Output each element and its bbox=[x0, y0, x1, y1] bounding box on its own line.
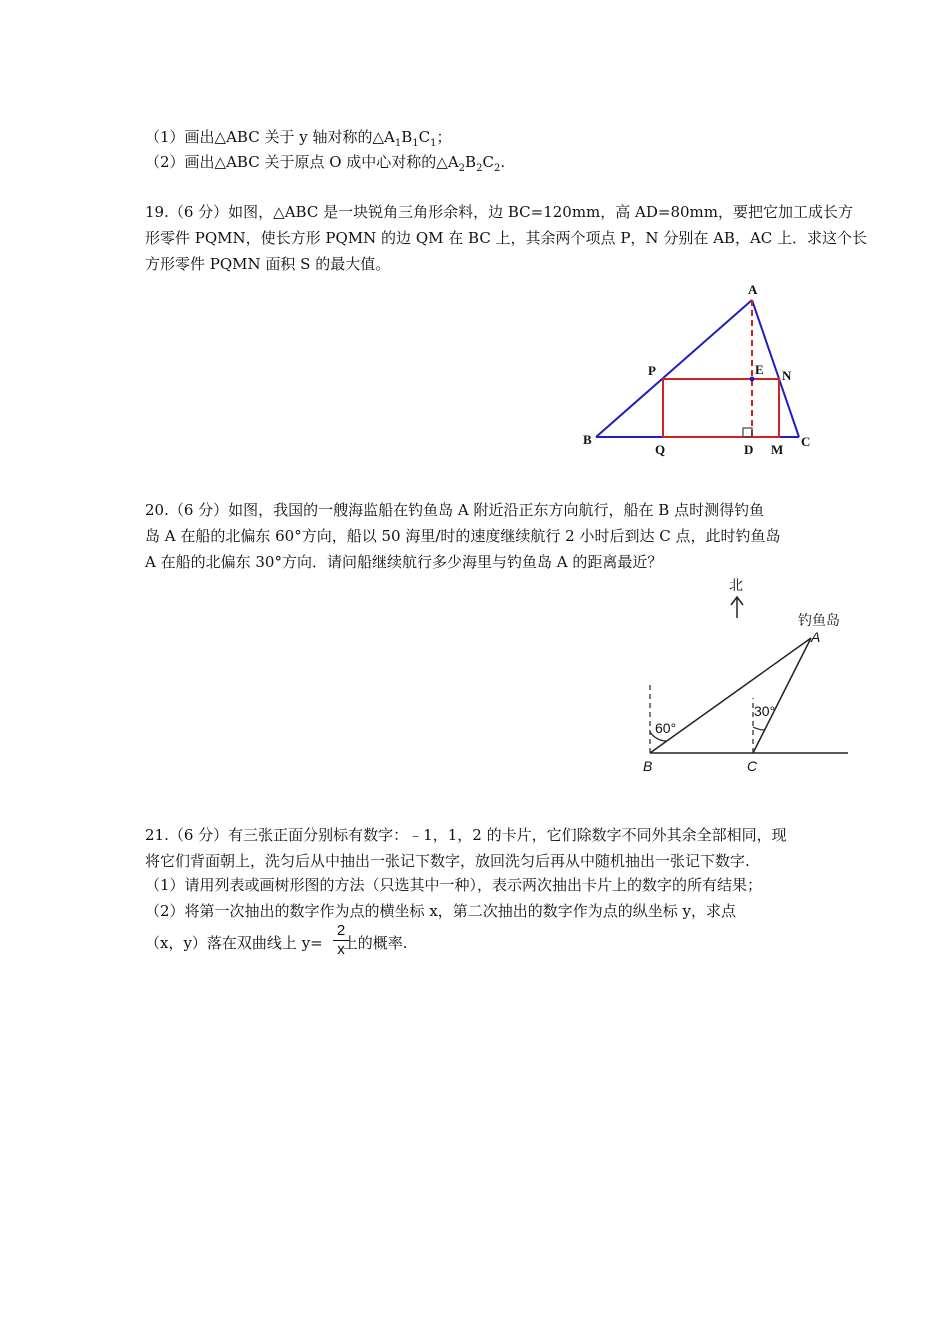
q18-part2-text: （2）画出△ABC 关于原点 O 成中心对称的△A bbox=[145, 153, 459, 171]
label-m: M bbox=[771, 442, 784, 457]
label-p: P bbox=[648, 363, 656, 378]
q18-part2-b: B bbox=[465, 153, 477, 171]
right-angle-mark bbox=[743, 428, 752, 437]
q20-line2: 岛 A 在船的北偏东 60°方向，船以 50 海里/时的速度继续航行 2 小时后到达 C 点，此时钓鱼岛 bbox=[145, 527, 781, 545]
label-a: A bbox=[748, 282, 758, 297]
q18-part1-text: （1）画出△ABC 关于 y 轴对称的△A bbox=[145, 128, 395, 146]
angle-c-label: 30° bbox=[754, 703, 776, 719]
subscript: 1 bbox=[430, 138, 437, 149]
label-e: E bbox=[755, 362, 764, 377]
q18-part1-c: C bbox=[418, 128, 431, 146]
subscript: 1 bbox=[412, 138, 419, 149]
q21-line2: 将它们背面朝上，洗匀后从中抽出一张记下数字，放回洗匀后再从中随机抽出一张记下数字. bbox=[145, 852, 750, 870]
rectangle-pqmn bbox=[663, 379, 779, 437]
q21-line3: （1）请用列表或画树形图的方法（只选其中一种），表示两次抽出卡片上的数字的所有结果； bbox=[145, 876, 763, 894]
label-d: D bbox=[744, 442, 754, 457]
side-ab bbox=[596, 300, 752, 437]
q18-part2-end: . bbox=[500, 153, 506, 171]
label-q: Q bbox=[655, 442, 666, 457]
point-b-label: B bbox=[643, 758, 653, 774]
q18-part1-end: ； bbox=[436, 128, 452, 146]
q18-part2-c: C bbox=[482, 153, 494, 171]
line-ca bbox=[753, 638, 811, 753]
fraction-denominator: x bbox=[337, 941, 345, 958]
q20-line3: A 在船的北偏东 30°方向．请问船继续航行多少海里与钓鱼岛 A 的距离最近？ bbox=[145, 553, 663, 571]
north-label: 北 bbox=[729, 577, 743, 593]
fraction-numerator: 2 bbox=[336, 922, 346, 939]
angle-arc-c bbox=[753, 727, 765, 730]
label-b: B bbox=[583, 432, 592, 447]
q18-part2 bbox=[145, 152, 505, 172]
subscript: 2 bbox=[458, 163, 466, 174]
q21-line5-suffix: 上的概率. bbox=[342, 934, 408, 952]
island-label: 钓鱼岛 bbox=[798, 612, 840, 628]
q20-line1: 20.（6 分）如图，我国的一艘海监船在钓鱼岛 A 附近沿正东方向航行，船在 B 点时测得钓鱼 bbox=[145, 501, 765, 519]
q21-line5 bbox=[145, 933, 408, 953]
q18-part1 bbox=[145, 127, 452, 147]
fraction bbox=[333, 922, 349, 959]
q19-line3: 方形零件 PQMN 面积 S 的最大值。 bbox=[145, 255, 391, 273]
q21-line4: （2）将第一次抽出的数字作为点的横坐标 x，第二次抽出的数字作为点的纵坐标 y，求点 bbox=[145, 902, 737, 920]
label-n: N bbox=[782, 368, 792, 383]
angle-b-label: 60° bbox=[655, 720, 677, 736]
q19-figure bbox=[580, 282, 820, 462]
q21-line1: 21.（6 分）有三张正面分别标有数字：﹣1，1，2 的卡片，它们除数字不同外其余全部相同，现 bbox=[145, 826, 787, 844]
point-c-label: C bbox=[747, 758, 758, 774]
point-a-label: A bbox=[811, 629, 821, 645]
q18-part1-b: B bbox=[401, 128, 413, 146]
q21-line5-prefix: （x，y）落在双曲线上 y= bbox=[145, 934, 323, 952]
point-e bbox=[750, 377, 755, 382]
subscript: 1 bbox=[394, 138, 402, 149]
q20-figure bbox=[638, 570, 853, 780]
subscript: 2 bbox=[476, 163, 483, 174]
subscript: 2 bbox=[493, 163, 501, 174]
label-c: C bbox=[801, 434, 811, 449]
q19-line2: 形零件 PQMN，使长方形 PQMN 的边 QM 在 BC 上，其余两个项点 P，N 分别在 AB，AC 上．求这个长 bbox=[145, 229, 868, 247]
q19-line1: 19.（6 分）如图，△ABC 是一块锐角三角形余料，边 BC=120mm，高 AD=80mm，要把它加工成长方 bbox=[145, 203, 854, 221]
